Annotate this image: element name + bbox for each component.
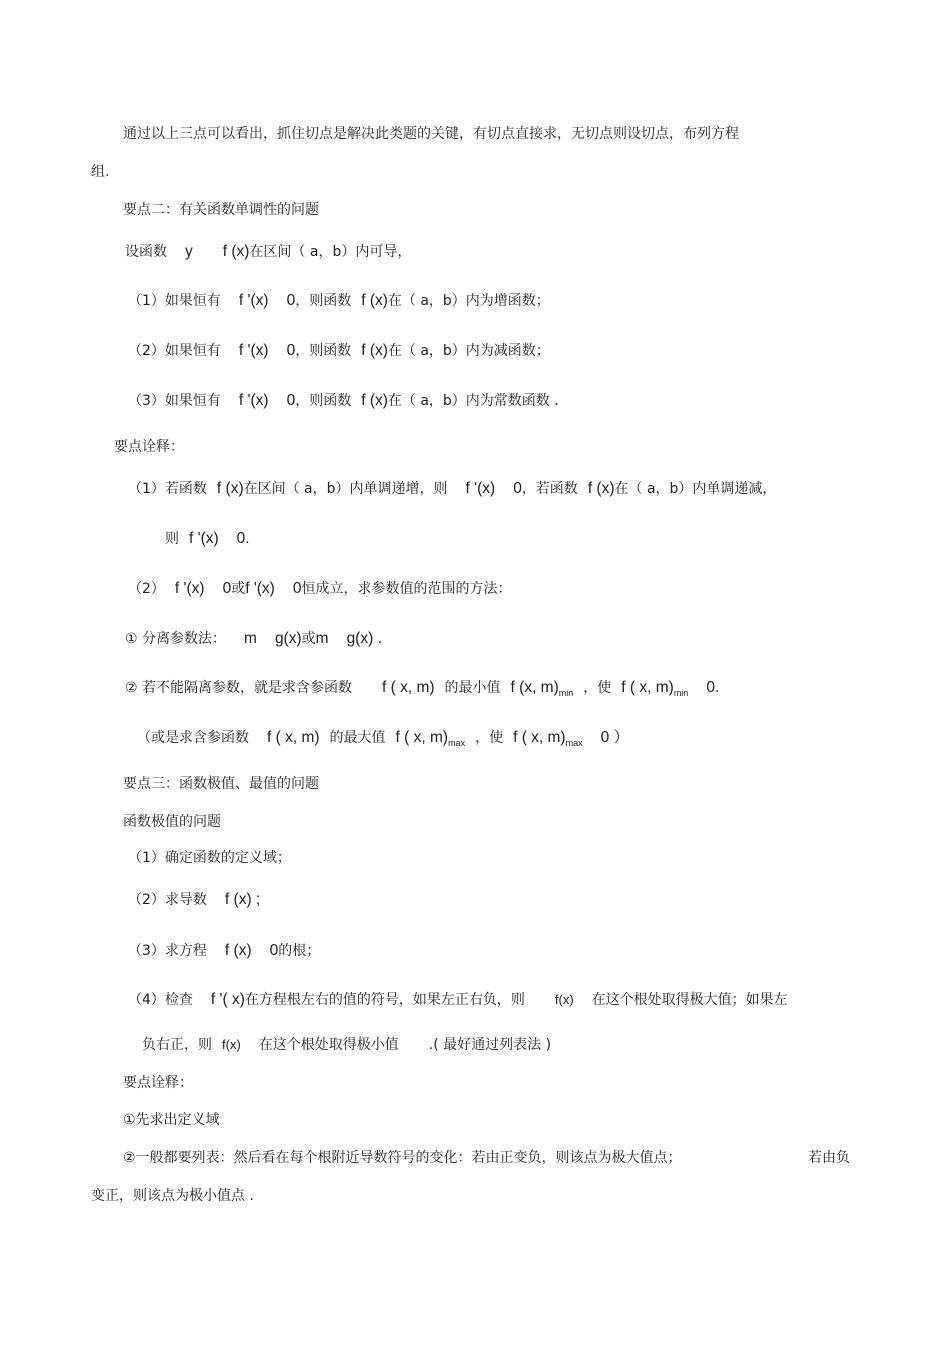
explain-1-fx1: f (x) — [216, 480, 244, 497]
case-1-post: 在（ a，b）内为增函数； — [387, 293, 550, 309]
method-1-g1: g(x) — [274, 630, 302, 647]
method-2b — [137, 728, 629, 749]
step-4-derivative: f '( x) — [210, 991, 245, 1008]
method-2b-label: （或是求含参函数 — [137, 730, 249, 746]
explain-1-line-2 — [165, 529, 250, 549]
case-1-derivative: f '(x) — [238, 292, 269, 309]
step-3-post: 的根； — [278, 943, 321, 959]
step-4-line-1 — [128, 990, 788, 1010]
step-4b-post: 在这个根处取得极小值 — [258, 1037, 399, 1053]
step-2-fx: f (x) ; — [224, 891, 261, 908]
note-2-line-2: 变正，则该点为极小值点 . — [91, 1188, 254, 1204]
explain-2-zero-1: 0 — [222, 580, 232, 597]
method-1-m2: m — [315, 630, 329, 647]
setup-post: 在区间（ a，b）内可导， — [249, 244, 412, 260]
case-1-fx: f (x) — [361, 292, 388, 309]
case-2-label: （2）如果恒有 — [128, 343, 221, 359]
method-2-use: 使 — [597, 680, 612, 696]
setup-line — [125, 242, 411, 262]
explain-2-post: 恒成立，求参数值的范围的方法： — [301, 581, 512, 597]
step-4-mid: 在方程根左右的值的符号，如果左正右负，则 — [244, 992, 525, 1008]
case-3-zero: 0 — [286, 392, 296, 409]
method-2-zero: 0. — [706, 679, 720, 696]
step-4-pre: （4）检查 — [128, 992, 193, 1008]
method-1-or: 或 — [301, 631, 316, 647]
method-2b-f3: f ( x, m) — [513, 729, 566, 746]
step-4-line-2 — [142, 1035, 551, 1055]
explain-1-line2-pre: 则 — [165, 531, 179, 547]
explain-1-fx2: f (x) — [587, 480, 615, 497]
explain-1-zero-2: 0. — [236, 530, 250, 547]
note-1: ①先求出定义域 — [123, 1112, 220, 1128]
case-2 — [128, 341, 550, 361]
method-2-label: ② 若不能隔离参数，就是求含参函数 — [125, 680, 353, 696]
case-1-mid: ，则函数 — [295, 293, 352, 309]
step-4b-pre: 负右正，则 — [142, 1037, 212, 1053]
method-2b-sub1: max — [448, 738, 466, 748]
case-3-mid: ，则函数 — [295, 393, 352, 409]
method-2-comma: ， — [583, 680, 598, 696]
explain-1-zero: 0 — [513, 480, 522, 497]
step-2-pre: （2）求导数 — [128, 892, 207, 908]
setup-pre: 设函数 — [125, 244, 167, 260]
method-2-sub1: min — [558, 688, 574, 698]
explain-1-mid2: ，若函数 — [521, 481, 578, 497]
setup-y: y — [185, 243, 193, 260]
explain-1-post: 在（ a，b）内单调递减， — [614, 481, 777, 497]
extreme-title: 函数极值的问题 — [123, 814, 221, 830]
case-2-zero: 0 — [286, 342, 296, 359]
method-2-f3: f ( x, m) — [621, 679, 674, 696]
method-2b-zero: 0 ） — [600, 729, 630, 746]
method-2-sub2: min — [673, 688, 689, 698]
explain-1-derivative-2: f '(x) — [189, 530, 219, 547]
explain-1-mid1: 在区间（ a，b）内单调递增，则 — [243, 481, 448, 497]
setup-fx: f (x) — [222, 243, 250, 260]
method-2b-f1: f ( x, m) — [267, 729, 320, 746]
method-2-f1: f ( x, m) — [382, 679, 435, 696]
case-1 — [128, 291, 550, 311]
case-3-post: 在（ a，b）内为常数函数 . — [387, 393, 559, 409]
case-2-mid: ，则函数 — [295, 343, 352, 359]
key3-title: 要点三：函数极值、最值的问题 — [123, 776, 319, 792]
method-2b-comma: ， — [475, 730, 490, 746]
explain-2-or: 或 — [231, 581, 246, 597]
method-2b-f2: f ( x, m) — [395, 729, 449, 746]
intro-line-1: 通过以上三点可以看出，抓住切点是解决此类题的关键，有切点直接求，无切点则设切点，布列方程 — [123, 126, 739, 142]
explain-1-derivative: f '(x) — [465, 480, 496, 497]
case-2-post: 在（ a，b）内为减函数； — [387, 343, 550, 359]
case-3-label: （3）如果恒有 — [128, 393, 221, 409]
step-4-post: 在这个根处取得极大值；如果左 — [591, 992, 788, 1008]
explain-2 — [128, 579, 511, 599]
method-2b-use: 使 — [489, 730, 504, 746]
case-3 — [128, 391, 559, 411]
step-3-pre: （3）求方程 — [128, 943, 207, 959]
method-2-mid: 的最小值 — [444, 680, 501, 696]
explain-title: 要点诠释： — [114, 439, 184, 455]
step-3 — [128, 941, 320, 961]
explain-2-label: （2） — [128, 581, 165, 597]
case-2-fx: f (x) — [361, 342, 388, 359]
key2-title: 要点二：有关函数单调性的问题 — [123, 202, 319, 218]
case-2-derivative: f '(x) — [238, 342, 269, 359]
method-1-m1: m — [244, 630, 257, 647]
step-4b-fx: f(x) — [222, 1037, 241, 1052]
explain-1-label: （1）若函数 — [128, 481, 207, 497]
explain-2-derivative-1: f '(x) — [174, 580, 205, 597]
case-1-label: （1）如果恒有 — [128, 293, 221, 309]
case-3-derivative: f '(x) — [238, 392, 269, 409]
method-2b-mid: 的最大值 — [329, 730, 386, 746]
step-2 — [128, 890, 260, 910]
method-1-g2: g(x) . — [346, 630, 382, 647]
method-1-label: ① 分离参数法： — [125, 631, 227, 647]
step-4-fx: f(x) — [554, 992, 574, 1007]
explain-title-2: 要点诠释： — [123, 1075, 193, 1091]
note-2-line-1: ②一般都要列表：然后看在每个根附近导数符号的变化：若由正变负，则该点为极大值点； — [123, 1150, 682, 1166]
case-3-fx: f (x) — [361, 392, 388, 409]
method-2 — [125, 678, 719, 699]
step-4b-end: .( 最好通过列表法 ) — [428, 1037, 552, 1053]
step-1: （1）确定函数的定义域； — [128, 850, 291, 866]
explain-1-line-1 — [128, 479, 776, 499]
step-3-zero: 0 — [269, 942, 279, 959]
intro-line-2: 组. — [91, 164, 110, 180]
note-2-line-1-end: 若由负 — [808, 1150, 850, 1166]
explain-2-zero-2: 0 — [292, 580, 302, 597]
step-3-fx: f (x) — [224, 942, 252, 959]
explain-2-derivative-2: f '(x) — [245, 580, 275, 597]
method-2b-sub2: max — [565, 738, 583, 748]
method-2-f2: f (x, m) — [510, 679, 559, 696]
method-1 — [125, 629, 382, 649]
case-1-zero: 0 — [286, 292, 296, 309]
